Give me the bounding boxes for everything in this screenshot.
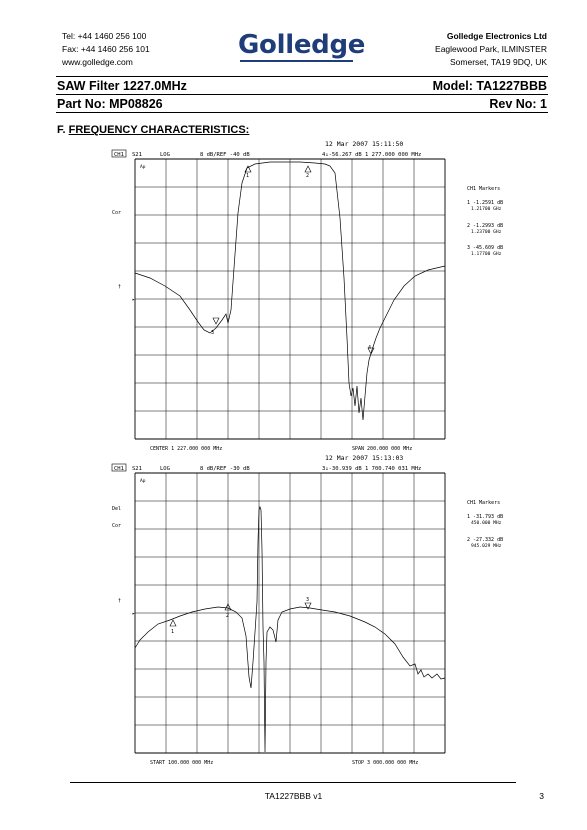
- address-line-2: Somerset, TA19 9DQ, UK: [450, 57, 547, 67]
- plot2-marker-2-freq: 945.029 MHz: [471, 544, 502, 549]
- plot1-marker-2-freq: 1.23700 GHz: [471, 230, 502, 235]
- section-title: FREQUENCY CHARACTERISTICS:: [68, 124, 250, 136]
- plot1-span: SPAN 200.000 000 MHz: [352, 446, 413, 452]
- plot-wideband-svg: [110, 452, 530, 772]
- contact-block: [62, 30, 150, 69]
- svg-text:2: 2: [226, 613, 230, 619]
- plot2-marker-readout: 3↓-30.939 dB 1 700.740 031 MHz: [322, 466, 422, 472]
- plot1-label-ap: Ap: [140, 165, 146, 170]
- svg-text:4: 4: [368, 345, 372, 351]
- svg-text:3: 3: [211, 330, 215, 336]
- plot2-markers-title: CH1 Markers: [467, 500, 501, 506]
- phone-number: Tel: +44 1460 256 100: [62, 31, 147, 41]
- plot2-grid: [135, 473, 445, 753]
- plot1-marker-3-freq: 1.17700 GHz: [471, 252, 502, 257]
- plot-wideband: [110, 452, 530, 772]
- title-row-2: [57, 97, 547, 111]
- plot1-marker-1-id: 1: [467, 200, 471, 206]
- svg-text:3: 3: [306, 597, 310, 603]
- section-prefix: F.: [57, 124, 66, 136]
- plot2-marker-3: [305, 597, 311, 609]
- plot1-marker-2: [305, 166, 311, 179]
- svg-text:1: 1: [171, 629, 175, 635]
- title-row-1: [57, 79, 547, 93]
- plot2-param: S21: [132, 466, 142, 472]
- plot2-marker-1-value: -31.793 dB: [473, 514, 504, 520]
- svg-text:2: 2: [306, 173, 310, 179]
- plot2-marker-1-freq: 450.000 MHz: [471, 521, 502, 526]
- page-number: 3: [539, 791, 544, 801]
- header-rule-mid: [56, 94, 548, 95]
- product-title: SAW Filter 1227.0MHz: [57, 79, 187, 93]
- plot2-label-cor: Cor: [112, 523, 122, 529]
- plot1-ref-arrow: ▸: [132, 297, 136, 303]
- company-logo: Golledge: [238, 30, 366, 60]
- footer-doc-id: TA1227BBB v1: [264, 791, 323, 801]
- plot1-marker-3-value: -45.609 dB: [473, 245, 504, 251]
- fax-number: Fax: +44 1460 256 101: [62, 44, 150, 54]
- header-rule-bottom: [56, 112, 548, 113]
- revision-number: Rev No: 1: [489, 97, 547, 111]
- plot1-markers-title: CH1 Markers: [467, 186, 501, 192]
- part-number: Part No: MP08826: [57, 97, 163, 111]
- plot2-start-freq: START 100.000 000 MHz: [150, 760, 214, 766]
- plot1-marker-3-id: 3: [467, 245, 471, 251]
- logo-underline: [240, 60, 353, 62]
- plot2-timestamp: 12 Mar 2007 15:13:03: [325, 454, 404, 462]
- plot2-scale: 8 dB/REF -30 dB: [200, 466, 250, 472]
- plot1-label-dagger: †: [118, 284, 122, 290]
- plot2-label-dagger: †: [118, 598, 122, 604]
- plot1-scale: 8 dB/REF -40 dB: [200, 152, 250, 158]
- plot2-marker-2-id: 2: [467, 537, 471, 543]
- plot1-channel: CH1: [114, 152, 124, 158]
- plot1-marker-2-id: 2: [467, 223, 471, 229]
- plot2-label-del: Del: [112, 506, 122, 512]
- plot2-stop-freq: STOP 3 000.000 000 MHz: [352, 760, 419, 766]
- plot2-format: LOG: [160, 466, 170, 472]
- address-line-1: Eaglewood Park, ILMINSTER: [435, 44, 547, 54]
- plot2-marker-2-value: -27.332 dB: [473, 537, 504, 543]
- plot1-marker-1-value: -1.2591 dB: [473, 200, 504, 206]
- plot1-center-freq: CENTER 1 227.000 000 MHz: [150, 446, 223, 452]
- header-rule-top: [56, 76, 548, 77]
- plot1-label-cor: Cor: [112, 210, 122, 216]
- plot1-marker-1: [245, 166, 251, 179]
- address-block: [435, 30, 547, 69]
- plot1-grid: [135, 159, 445, 439]
- plot1-marker-2-value: -1.2993 dB: [473, 223, 504, 229]
- plot2-channel: CH1: [114, 466, 124, 472]
- section-heading: [57, 124, 249, 136]
- plot1-format: LOG: [160, 152, 170, 158]
- plot2-marker-1-id: 1: [467, 514, 471, 520]
- plot1-timestamp: 12 Mar 2007 15:11:50: [325, 140, 404, 148]
- plot1-marker-1-freq: 1.21700 GHz: [471, 207, 502, 212]
- plot1-param: S21: [132, 152, 142, 158]
- plot-passband: [110, 138, 530, 458]
- website-link[interactable]: www.golledge.com: [62, 57, 133, 67]
- svg-text:1: 1: [246, 173, 250, 179]
- plot2-marker-1: [170, 620, 176, 635]
- model-number: Model: TA1227BBB: [432, 79, 547, 93]
- plot-passband-svg: [110, 138, 530, 458]
- plot2-ref-arrow: ▸: [132, 611, 136, 617]
- footer-rule: [70, 782, 516, 783]
- plot2-label-ap: Ap: [140, 479, 146, 484]
- company-name: Golledge Electronics Ltd: [446, 31, 547, 41]
- plot1-marker-readout: 4↓-56.267 dB 1 277.000 000 MHz: [322, 152, 422, 158]
